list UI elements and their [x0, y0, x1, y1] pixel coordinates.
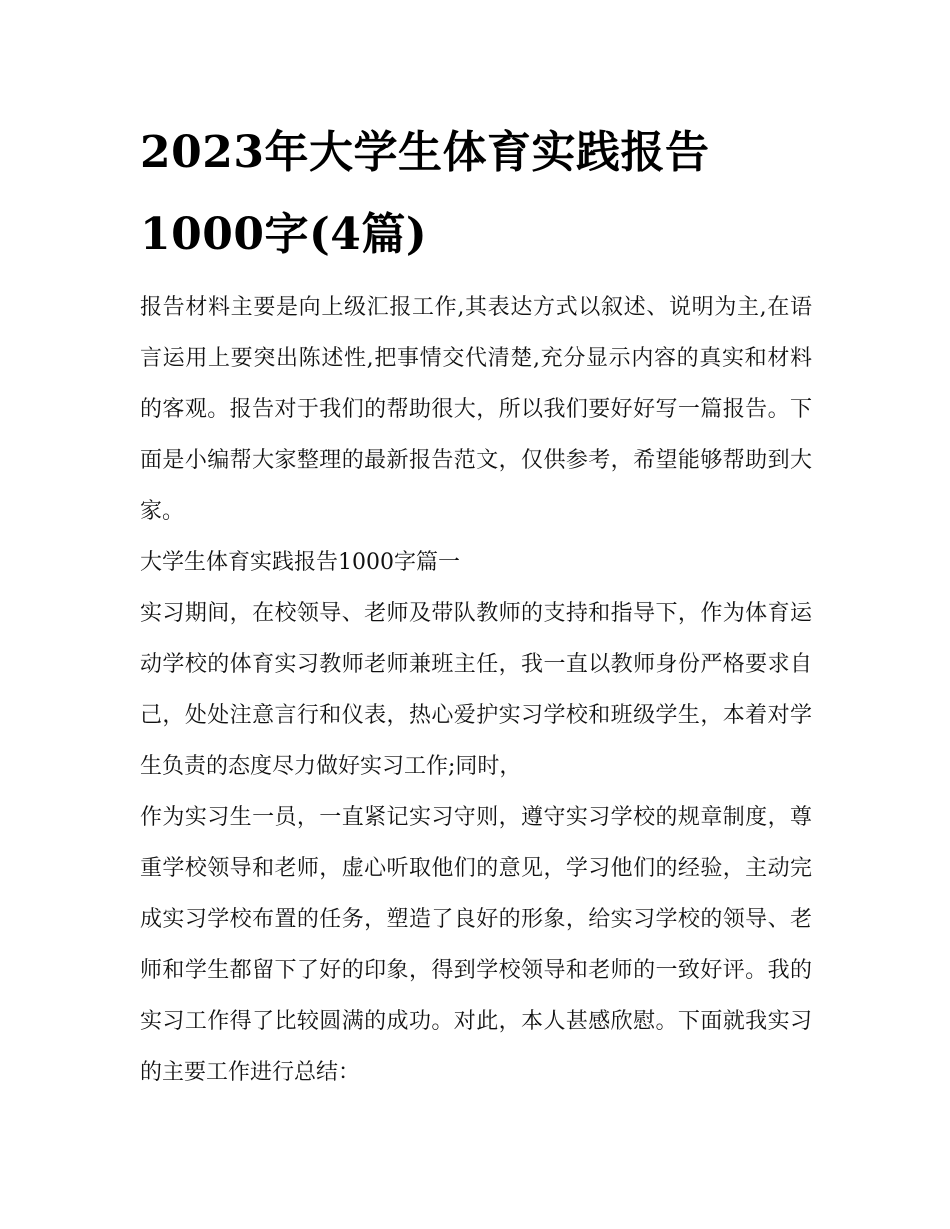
document-title: 2023年大学生体育实践报告1000字(4篇) [140, 127, 710, 260]
intro-paragraph: 报告材料主要是向上级汇报工作,其表达方式以叙述、说明为主,在语言运用上要突出陈述性,把事情交代清楚,充分显示内容的真实和材料的客观。报告对于我们的帮助很大，所以我们要好好写一篇报告。下面是小编帮大家整理的最新报告范文，仅供参考，希望能够帮助到大家。 [140, 295, 812, 524]
body-paragraph-2: 作为实习生一员，一直紧记实习守则，遵守实习学校的规章制度，尊重学校领导和老师，虚心听取他们的意见，学习他们的经验，主动完成实习学校布置的任务，塑造了良好的形象，给实习学校的领导、老师和学生都留下了好的印象，得到学校领导和老师的一致好评。我的实习工作得了比较圆满的成功。对此，本人甚感欣慰。下面就我实习的主要工作进行总结： [140, 805, 812, 1085]
section-heading: 大学生体育实践报告1000字篇一 [140, 550, 460, 575]
document-page [140, 112, 812, 1098]
body-paragraph-1: 实习期间，在校领导、老师及带队教师的支持和指导下，作为体育运动学校的体育实习教师老师兼班主任，我一直以教师身份严格要求自己，处处注意言行和仪表，热心爱护实习学校和班级学生，本着对学生负责的态度尽力做好实习工作;同时， [140, 601, 812, 779]
